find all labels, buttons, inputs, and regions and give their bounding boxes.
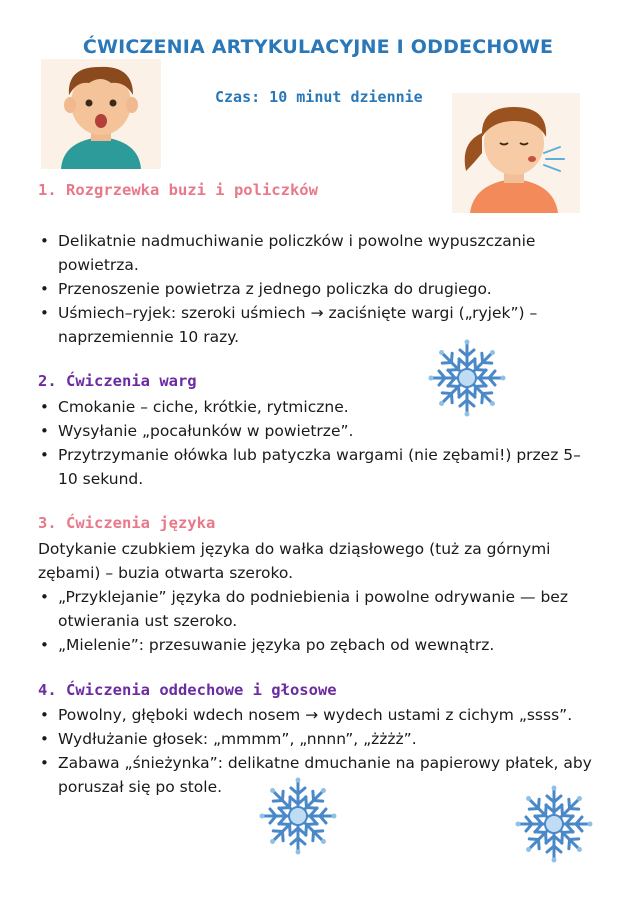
section-list-tongue (38, 585, 598, 657)
section-heading-tongue: 3. Ćwiczenia języka (38, 514, 216, 532)
list-item: • Delikatnie nadmuchiwanie policzków i powolne wypuszczanie powietrza. (38, 229, 598, 277)
section-list-lips (38, 395, 598, 491)
list-item: • Uśmiech–ryjek: szeroki uśmiech → zaciśnięte wargi („ryjek”) – naprzemiennie 10 razy. (38, 301, 598, 349)
girl-illustration (452, 93, 580, 213)
list-item: • Przytrzymanie ołówka lub patyczka wargami (nie zębami!) przez 5–10 sekund. (38, 443, 598, 491)
list-item: • „Przyklejanie” języka do podniebienia i powolne odrywanie — bez otwierania ust szeroko. (38, 585, 598, 633)
section-heading-lips: 2. Ćwiczenia warg (38, 372, 197, 390)
list-item: • „Mielenie”: przesuwanie języka po zębach od wewnątrz. (38, 633, 598, 657)
list-item: • Cmokanie – ciche, krótkie, rytmiczne. (38, 395, 598, 419)
section-heading-warmup: 1. Rozgrzewka buzi i policzków (38, 181, 318, 199)
section-heading-breathing: 4. Ćwiczenia oddechowe i głosowe (38, 681, 337, 699)
boy-illustration (41, 59, 161, 169)
section-list-warmup (38, 229, 598, 349)
duration-label: Czas: 10 minut dziennie (215, 88, 423, 106)
list-item: • Wydłużanie głosek: „mmmm”, „nnnn”, „żżżż”. (38, 727, 598, 751)
list-item: • Przenoszenie powietrza z jednego policzka do drugiego. (38, 277, 598, 301)
page-title: ĆWICZENIA ARTYKULACYJNE I ODDECHOWE (82, 36, 554, 58)
list-item: • Zabawa „śnieżynka”: delikatne dmuchanie na papierowy płatek, aby poruszał się po stole. (38, 751, 598, 799)
section-list-breathing (38, 703, 598, 799)
list-item: • Powolny, głęboki wdech nosem → wydech ustami z cichym „ssss”. (38, 703, 598, 727)
list-item: • Wysyłanie „pocałunków w powietrze”. (38, 419, 598, 443)
section-intro-tongue: Dotykanie czubkiem języka do wałka dziąsłowego (tuż za górnymi zębami) – buzia otwarta szeroko. (38, 540, 551, 582)
